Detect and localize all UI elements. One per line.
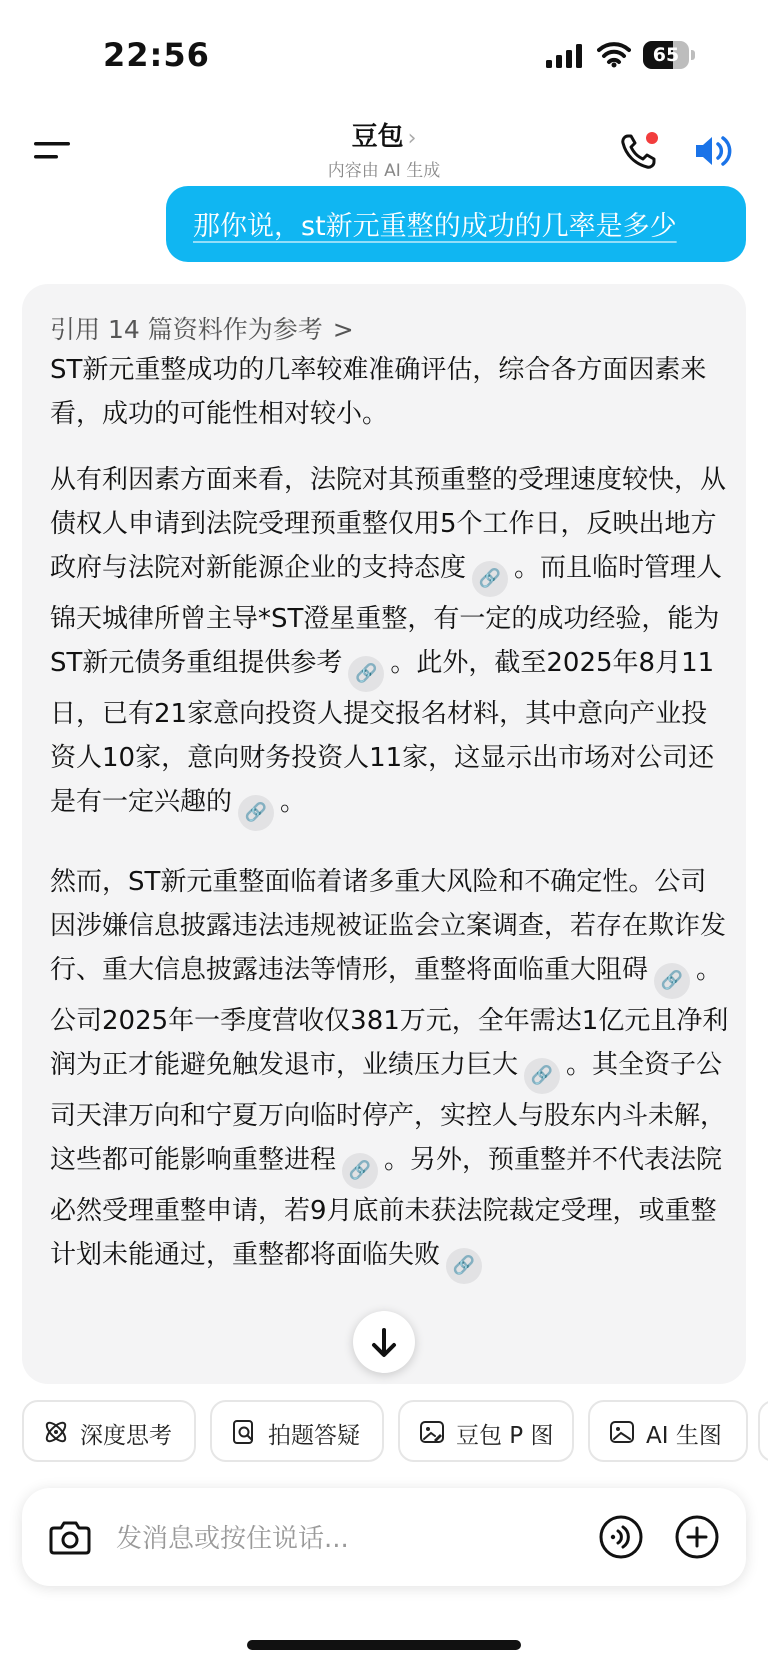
answer-text: 从有利因素方面来看，法院对其预重整的受理速度较快，从债权人申请到法院受理预重整仅用5个工作日，反映出地方政府与法院对新能源企业的支持态度 (50, 465, 727, 583)
answer-paragraph (50, 458, 730, 831)
citation-link-icon[interactable]: 🔗 (342, 1153, 378, 1189)
speaker-icon[interactable] (690, 128, 736, 174)
references-label: 引用 14 篇资料作为参考 (50, 315, 323, 344)
deep-thinking-button[interactable] (22, 1400, 196, 1462)
photo-question-button[interactable] (210, 1400, 384, 1462)
assistant-answer-card (22, 284, 746, 1384)
answer-paragraph (50, 860, 730, 1284)
battery-percent: 65 (652, 44, 680, 66)
atom-icon (42, 1418, 70, 1446)
ai-image-button[interactable] (588, 1400, 748, 1462)
camera-icon[interactable] (48, 1516, 92, 1558)
message-input-bar (22, 1488, 746, 1586)
answer-text: 。 (280, 787, 307, 817)
image-edit-label: 豆包 P 图 (456, 1423, 554, 1449)
citation-link-icon[interactable]: 🔗 (654, 963, 690, 999)
answer-text: 。而且临时管理人锦天城律所曾主导*ST澄星重整，有一定的成功经验，能为ST新元债务重组提供参考 (50, 553, 723, 678)
search-document-icon (230, 1418, 258, 1446)
status-bar (0, 0, 768, 110)
ai-disclaimer: 内容由 AI 生成 (327, 161, 441, 181)
citation-link-icon[interactable]: 🔗 (472, 561, 508, 597)
citation-link-icon[interactable]: 🔗 (524, 1058, 560, 1094)
image-edit-button[interactable] (398, 1400, 574, 1462)
answer-text: 。此外，截至2025年8月11日，已有21家意向投资人提交报名材料，其中意向产业投资人10家，意向财务投资人11家，这显示出市场对公司还是有一定兴趣的 (50, 648, 715, 817)
image-icon (608, 1418, 636, 1446)
phone-call-icon[interactable] (616, 128, 662, 174)
cellular-signal-icon (546, 44, 584, 68)
answer-paragraph (50, 348, 730, 436)
bot-title: 豆包 (351, 122, 404, 152)
answer-text: ST新元重整成功的几率较难准确评估，综合各方面因素来看，成功的可能性相对较小。 (50, 355, 707, 429)
answer-text: 。另外，预重整并不代表法院必然受理重整申请，若9月底前未获法院裁定受理，或重整计划未能通过，重整都将面临失败 (50, 1145, 723, 1270)
answer-text: 。其全资子公司天津万向和宁夏万向临时停产，实控人与股东内斗未解，这些都可能影响重整进程 (50, 1050, 727, 1175)
citation-link-icon[interactable]: 🔗 (348, 656, 384, 692)
chevron-right-icon: > (332, 315, 354, 344)
message-input[interactable]: 发消息或按住说话... (116, 1524, 349, 1554)
arrow-down-icon (353, 1311, 415, 1373)
citation-link-icon[interactable]: 🔗 (238, 795, 274, 831)
user-message-text: 那你说，st新元重整的成功的几率是多少 (193, 211, 677, 242)
chevron-right-icon: › (407, 126, 417, 151)
citation-link-icon[interactable]: 🔗 (446, 1248, 482, 1284)
status-time: 22:56 (103, 36, 210, 74)
chat-header (0, 110, 768, 190)
scroll-to-bottom-button[interactable] (353, 1311, 415, 1373)
quick-actions-bar (0, 1384, 768, 1480)
more-actions-chip[interactable] (758, 1400, 768, 1462)
image-edit-icon (418, 1418, 446, 1446)
deep-thinking-label: 深度思考 (80, 1423, 172, 1449)
plus-icon[interactable] (674, 1514, 720, 1560)
references-link[interactable] (50, 310, 354, 346)
answer-text: 。公司2025年一季度营收仅381万元，全年需达1亿元且净利润为正才能避免触发退市，业绩压力巨大 (50, 955, 729, 1080)
home-indicator (247, 1640, 521, 1650)
photo-question-label: 拍题答疑 (268, 1423, 360, 1449)
answer-text: 然而，ST新元重整面临着诸多重大风险和不确定性。公司因涉嫌信息披露违法违规被证监会立案调查，若存在欺诈发行、重大信息披露违法等情形，重整将面临重大阻碍 (50, 867, 727, 985)
ai-image-label: AI 生图 (646, 1423, 722, 1449)
battery-indicator (643, 41, 695, 69)
user-message-bubble[interactable] (166, 186, 746, 262)
voice-input-icon[interactable] (598, 1514, 644, 1560)
wifi-icon (597, 40, 631, 68)
notification-dot (646, 132, 658, 144)
